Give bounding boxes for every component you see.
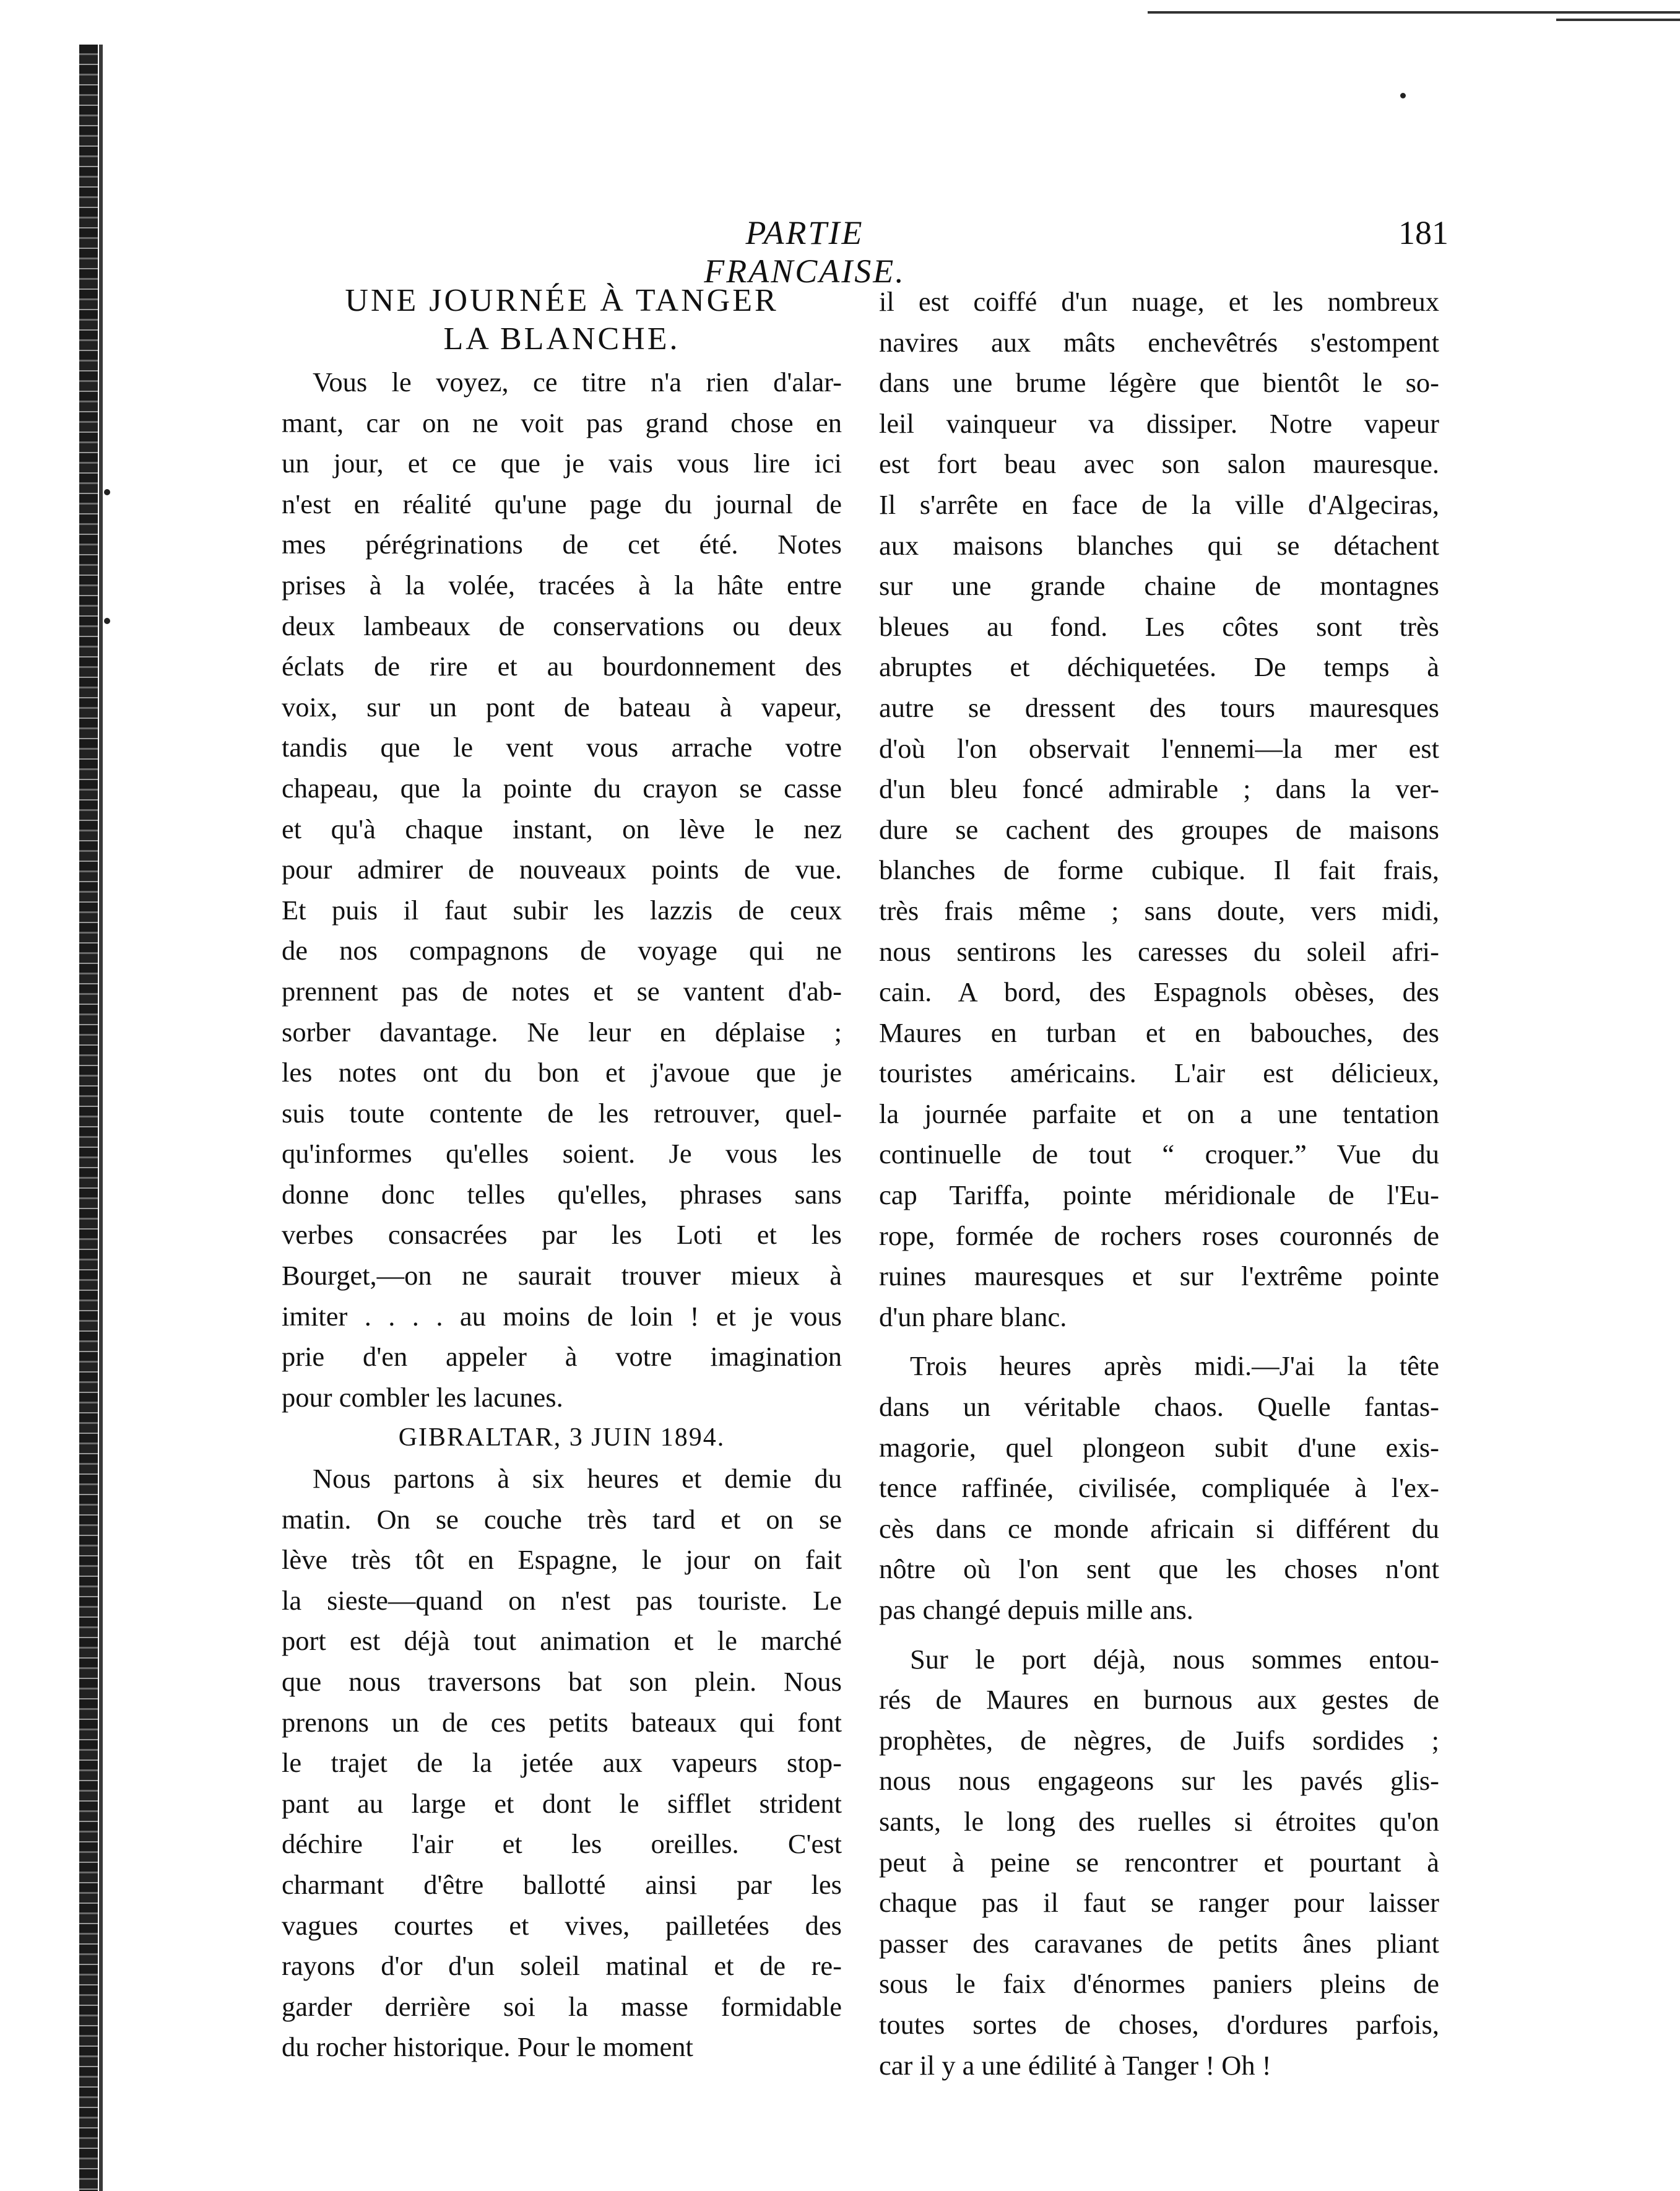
text-line: passer des caravanes de petits ânes pliant (879, 1927, 1439, 1959)
text-line: touristes américains. L'air est délicieux, (879, 1057, 1439, 1089)
ink-speck (1400, 93, 1406, 98)
text-line: navires aux mâts enchevêtrés s'estompent (879, 326, 1439, 358)
right-paragraph-2 (879, 1346, 1439, 1630)
text-line: charmant d'être ballotté ainsi par les (282, 1868, 842, 1900)
text-line: rés de Maures en burnous aux gestes de (879, 1684, 1439, 1716)
right-paragraph-3 (879, 1639, 1439, 2086)
page-spine-edge (99, 45, 103, 2191)
text-line: est fort beau avec son salon mauresque. (879, 448, 1439, 480)
text-line: Bourget,—on ne saurait trouver mieux à (282, 1260, 842, 1291)
text-line: Et puis il faut subir les lazzis de ceux (282, 894, 842, 926)
text-line: pour combler les lacunes. (282, 1381, 563, 1413)
text-line: chaque pas il faut se ranger pour laisser (879, 1887, 1439, 1919)
text-line: imiter . . . . au moins de loin ! et je vous (282, 1300, 842, 1332)
text-line: prenons un de ces petits bateaux qui font (282, 1706, 842, 1738)
article-title-line-2: LA BLANCHE. (443, 321, 680, 357)
text-line: la sieste—quand on n'est pas touriste. Le (282, 1584, 842, 1616)
text-line: magorie, quel plongeon subit d'une exis- (879, 1431, 1439, 1463)
text-line: cès dans ce monde africain si différent du (879, 1512, 1439, 1544)
top-edge-rule (1148, 11, 1680, 14)
text-line: pas changé depuis mille ans. (879, 1594, 1193, 1625)
text-line: prennent pas de notes et se vantent d'ab- (282, 975, 842, 1007)
text-line: aux maisons blanches qui se détachent (879, 529, 1439, 561)
text-line: tence raffinée, civilisée, compliquée à l'ex- (879, 1472, 1439, 1504)
text-line: tandis que le vent vous arrache votre (282, 732, 842, 763)
text-line: les notes ont du bon et j'avoue que je (282, 1057, 842, 1088)
text-line: dans une brume légère que bientôt le so- (879, 367, 1439, 399)
text-line: chapeau, que la pointe du crayon se casse (282, 772, 842, 804)
text-line: prises à la volée, tracées à la hâte entre (282, 569, 842, 601)
text-line: du rocher historique. Pour le moment (282, 2031, 693, 2063)
text-line: rope, formée de rochers roses couronnés de (879, 1220, 1439, 1251)
text-line: pant au large et dont le sifflet strident (282, 1787, 842, 1819)
text-line: donne donc telles qu'elles, phrases sans (282, 1178, 842, 1210)
text-line: suis toute contente de les retrouver, quel- (282, 1097, 842, 1129)
text-line: qu'informes qu'elles soient. Je vous les (282, 1138, 842, 1169)
text-line: rayons d'or d'un soleil matinal et de re- (282, 1950, 842, 1982)
text-line: garder derrière soi la masse formidable (282, 1990, 842, 2022)
text-line: très frais même ; sans doute, vers midi, (879, 895, 1439, 926)
text-line: autre se dressent des tours mauresques (879, 692, 1439, 723)
text-line: bleues au fond. Les côtes sont très (879, 610, 1439, 642)
text-line: mant, car on ne voit pas grand chose en (282, 407, 842, 438)
text-line: Sur le port déjà, nous sommes entou- (910, 1643, 1439, 1675)
text-line: de nos compagnons de voyage qui ne (282, 935, 842, 966)
text-line: n'est en réalité qu'une page du journal de (282, 488, 842, 519)
text-line: nous nous engageons sur les pavés glis- (879, 1765, 1439, 1797)
spine-speck (104, 618, 110, 624)
text-line: Maures en turban et en babouches, des (879, 1017, 1439, 1048)
text-line: prophètes, de nègres, de Juifs sordides ; (879, 1724, 1439, 1756)
dateline: GIBRALTAR, 3 JUIN 1894. (398, 1423, 725, 1452)
text-line: Nous partons à six heures et demie du (313, 1463, 842, 1495)
paragraph-gap (879, 1337, 1439, 1346)
text-line: blanches de forme cubique. Il fait frais, (879, 854, 1439, 886)
text-line: sorber davantage. Ne leur en déplaise ; (282, 1016, 842, 1048)
text-line: toutes sortes de choses, d'ordures parfois, (879, 2008, 1439, 2040)
text-line: port est déjà tout animation et le marché (282, 1625, 842, 1657)
right-paragraph-1 (879, 282, 1439, 1337)
text-line: continuelle de tout “ croquer.” Vue du (879, 1139, 1439, 1170)
text-line: car il y a une édilité à Tanger ! Oh ! (879, 2049, 1271, 2081)
text-line: Il s'arrête en face de la ville d'Algeciras, (879, 488, 1439, 520)
text-line: vagues courtes et vives, pailletées des (282, 1909, 842, 1941)
left-paragraph-1 (282, 362, 842, 1418)
text-line: deux lambeaux de conservations ou deux (282, 610, 842, 641)
text-line: prie d'en appeler à votre imagination (282, 1341, 842, 1373)
text-line: le trajet de la jetée aux vapeurs stop- (282, 1747, 842, 1779)
text-line: Vous le voyez, ce titre n'a rien d'alar- (313, 367, 842, 397)
text-line: abruptes et déchiquetées. De temps à (879, 651, 1439, 683)
left-paragraph-2 (282, 1459, 842, 2068)
page-spine-shadow (79, 45, 98, 2191)
text-line: leil vainqueur va dissiper. Notre vapeur (879, 407, 1439, 439)
text-line: dans un véritable chaos. Quelle fantas- (879, 1391, 1439, 1423)
text-line: sous le faix d'énormes paniers pleins de (879, 1968, 1439, 2000)
page-number: 181 (1398, 214, 1448, 251)
text-line: nôtre où l'on sent que les choses n'ont (879, 1553, 1439, 1585)
text-line: pour admirer de nouveaux points de vue. (282, 854, 842, 885)
text-line: lève très tôt en Espagne, le jour on fait (282, 1544, 842, 1576)
text-line: que nous traversons bat son plein. Nous (282, 1666, 842, 1697)
text-line: éclats de rire et au bourdonnement des (282, 651, 842, 682)
running-title: PARTIE FRANCAISE. (704, 214, 906, 290)
text-line: d'un bleu foncé admirable ; dans la ver- (879, 773, 1439, 805)
article-title-line-1: UNE JOURNÉE À TANGER (345, 283, 779, 318)
text-line: d'un phare blanc. (879, 1301, 1067, 1332)
text-line: mes pérégrinations de cet été. Notes (282, 529, 842, 560)
text-line: Trois heures après midi.—J'ai la tête (910, 1350, 1439, 1382)
text-line: un jour, et ce que je vais vous lire ici (282, 448, 842, 479)
text-line: nous sentirons les caresses du soleil afri- (879, 935, 1439, 967)
text-line: la journée parfaite et on a une tentation (879, 1098, 1439, 1129)
top-edge-rule (1556, 19, 1680, 21)
text-line: déchire l'air et les oreilles. C'est (282, 1828, 842, 1860)
text-line: sants, le long des ruelles si étroites qu'on (879, 1805, 1439, 1837)
text-line: il est coiffé d'un nuage, et les nombreux (879, 286, 1439, 317)
text-line: sur une grande chaine de montagnes (879, 570, 1439, 602)
text-line: verbes consacrées par les Loti et les (282, 1219, 842, 1251)
text-line: matin. On se couche très tard et on se (282, 1503, 842, 1535)
spine-speck (104, 489, 110, 495)
left-column (282, 282, 842, 2068)
text-line: voix, sur un pont de bateau à vapeur, (282, 691, 842, 722)
text-line: dure se cachent des groupes de maisons (879, 813, 1439, 845)
text-line: cain. A bord, des Espagnols obèses, des (879, 976, 1439, 1008)
text-line: ruines mauresques et sur l'extrême pointe (879, 1260, 1439, 1292)
text-line: peut à peine se rencontrer et pourtant à (879, 1846, 1439, 1878)
text-line: et qu'à chaque instant, on lève le nez (282, 813, 842, 844)
text-line: d'où l'on observait l'ennemi—la mer est (879, 732, 1439, 764)
text-line: cap Tariffa, pointe méridionale de l'Eu- (879, 1179, 1439, 1211)
right-column (879, 282, 1439, 2086)
paragraph-gap (879, 1631, 1439, 1639)
article-title (282, 282, 842, 358)
